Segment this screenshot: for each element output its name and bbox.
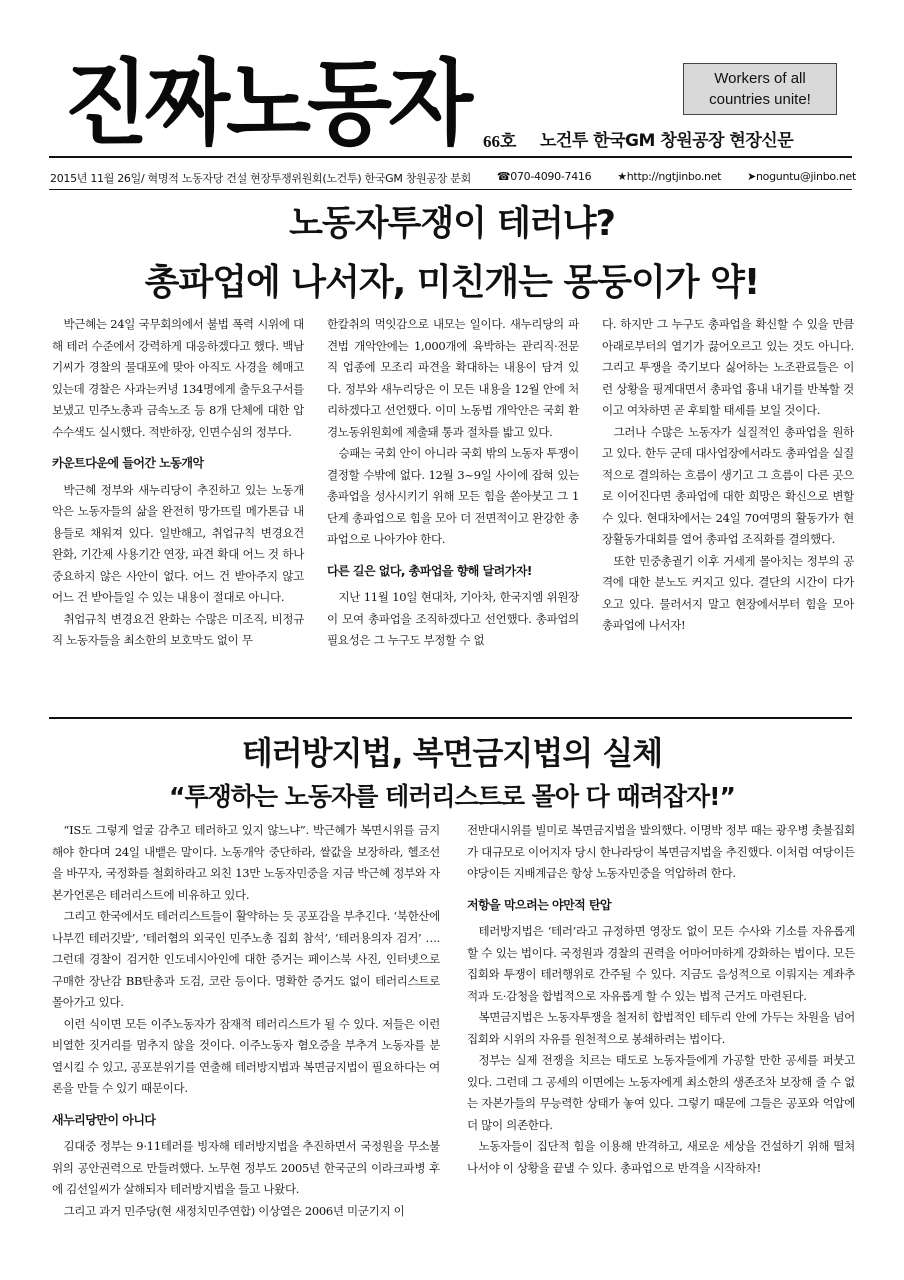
motto-box <box>683 63 837 115</box>
section-heading: 카운트다운에 들어간 노동개악 <box>52 456 204 470</box>
article1-subheadline: 총파업에 나서자, 미친개는 몽둥이가 약! <box>144 262 760 303</box>
dateline-phone: ☎070-4090-7416 <box>496 170 592 183</box>
dateline-email: ➤noguntu@jinbo.net <box>747 170 856 183</box>
article1-headline: 노동자투쟁이 테러냐? <box>289 204 615 244</box>
issue-number: 66호 <box>483 132 517 151</box>
paragraph: 승패는 국회 안이 아니라 국회 밖의 노동자 투쟁이 결정할 수밖에 없다. 12월 3~9일 사이에 잡혀 있는 총파업을 성사시키기 위해 모든 힘을 쏟아붓고 그 1단계 총파업으로 힘을 모아 더 전면적이고 완강한 총파업으로 나아가야 한다. <box>327 446 579 546</box>
paragraph: “IS도 그렇게 얼굴 감추고 테러하고 있지 않느냐”. 박근혜가 복면시위를 금지해야 한다며 24일 내뱉은 말이다. 노동개악 중단하라, 쌀값을 보장하라, 헬조선을 바꾸자, 국정화를 철회하라고 외친 13만 노동자민중을 지금 박근혜 정부와 자본가언론은 테러리스트에 비유하고 있다. <box>52 823 440 902</box>
paragraph: 박근혜 정부와 새누리당이 추진하고 있는 노동개악은 노동자들의 삶을 완전히 망가뜨릴 메가톤급 내용들로 채워져 있다. 일반해고, 취업규칙 변경요건 완화, 기간제 사용기간 연장, 파견 확대 어느 것 하나 중요하지 않은 사안이 없다. 어느 건 받아주지 않고 어느 건 받아들일 수 있는 내용이 절대로 아니다. <box>52 482 304 604</box>
section-heading: 다른 길은 없다, 총파업을 향해 달려가자! <box>327 563 532 578</box>
paragraph: 박근혜는 24일 국무회의에서 불법 폭력 시위에 대해 테러 수준에서 강력하게 대응하겠다고 했다. 백남기씨가 경찰의 물대포에 맞아 아직도 사경을 헤매고 있는데 경찰은 사과는커녕 134명에게 출두요구서를 보냈고 민주노총과 금속노조 등 8개 단체에 대한 압수수색도 실시했다. 적반하장, 인면수심의 정부다. <box>52 317 304 439</box>
article2-column-2 <box>467 820 855 1179</box>
masthead-divider <box>49 156 852 158</box>
paragraph: 한칼취의 먹잇감으로 내모는 일이다. 새누리당의 파견법 개악안에는 1,000개에 육박하는 관리직·전문직 업종에 모조리 파견을 확대하는 내용이 담겨 있다. 정부와 새누리당은 이 모든 내용을 12월 안에 처리하겠다고 선언했다. 이미 노동법 개악안은 국회 환경노동위원회에 제출돼 통과 절차를 밟고 있다. <box>327 317 579 439</box>
article1-column-1 <box>52 314 304 652</box>
article-divider <box>49 717 852 719</box>
paragraph: 전반대시위를 빌미로 복면금지법을 발의했다. 이명박 정부 때는 광우병 촛불집회가 대규모로 이어지자 당시 한나라당이 복면금지법을 추진했다. 이처럼 여당이든 야당이든 지배계급은 항상 노동자민중을 억압하려 한다. <box>467 823 855 880</box>
paragraph: 김대중 정부는 9·11테러를 빙자해 테러방지법을 추진하면서 국정원을 무소불위의 공안권력으로 만들려했다. 노무현 정부도 2005년 한국군의 이라크파병 후에 김선일씨가 살해되자 테러방지법을 들고 나왔다. <box>52 1139 440 1196</box>
paragraph: 그리고 과거 민주당(현 새정치민주연합) 이상열은 2006년 미군기지 이 <box>63 1203 405 1218</box>
paragraph: 다. 하지만 그 누구도 총파업을 확신할 수 있을 만큼 아래로부터의 열기가 끓어오르고 있는 것도 아니다. 그리고 투쟁을 죽기보다 싫어하는 노조관료들은 이런 상황을 핑계대면서 총파업 흉내 내기를 반복할 것이고 여차하면 곧 후퇴할 태세를 보일 것이다. <box>602 317 854 417</box>
section-heading: 저항을 막으려는 야만적 탄압 <box>467 897 612 912</box>
paragraph: 복면금지법은 노동자투쟁을 철저히 합법적인 테두리 안에 가두는 차원을 넘어 집회와 시위의 자유를 원천적으로 봉쇄하려는 법이다. <box>467 1010 855 1046</box>
paragraph: 지난 11월 10일 현대차, 기아차, 한국지엠 위원장이 모여 총파업을 조직하겠다고 선언했다. 총파업의 필요성은 그 누구도 부정할 수 없 <box>327 590 579 647</box>
section-heading: 새누리당만이 아니다 <box>52 1112 156 1127</box>
newspaper-subtitle: 노건투 한국GM 창원공장 현장신문 <box>540 131 794 151</box>
motto-line-1: Workers of all <box>714 70 806 87</box>
masthead-title: 진짜노동자 <box>64 49 470 158</box>
dateline-publisher: 2015년 11월 26일/ 혁명적 노동자당 건설 현장투쟁위원회(노건투) 한국GM 창원공장 분회 <box>50 172 471 185</box>
dateline-divider <box>49 189 852 190</box>
dateline <box>50 170 856 186</box>
paragraph: 또한 민중총궐기 이후 거세게 몰아치는 정부의 공격에 대한 분노도 커지고 있다. 결단의 시간이 다가오고 있다. 물러서지 말고 현장에서부터 힘을 모아 총파업에 나서자! <box>602 553 854 632</box>
article1-column-2 <box>327 314 579 652</box>
article2-column-1 <box>52 820 440 1222</box>
paragraph: 노동자들이 집단적 힘을 이용해 반격하고, 새로운 세상을 건설하기 위해 떨쳐나서야 이 상황을 끝낼 수 있다. 총파업으로 반격을 시작하자! <box>467 1139 855 1175</box>
motto-line-2: countries unite! <box>709 91 811 108</box>
paragraph: 취업규칙 변경요건 완화는 수많은 미조직, 비정규직 노동자들을 최소한의 보호막도 없이 무 <box>52 611 304 647</box>
paragraph: 그러나 수많은 노동자가 실질적인 총파업을 원하고 있다. 한두 군데 대사업장에서라도 총파업을 실질적으로 결의하는 흐름이 생기고 그 흐름이 다른 곳으로 이어진다면 총파업에 대한 희망은 확신으로 변할 수 있다. 현대차에서는 24일 70여명의 활동가가 현장활동가대회를 열어 총파업 조직화를 결의했다. <box>602 424 854 546</box>
article2-subheadline: “투쟁하는 노동자를 테러리스트로 몰아 다 때려잡자!” <box>169 782 735 811</box>
article2-headline: 테러방지법, 복면금지법의 실체 <box>241 734 663 772</box>
paragraph: 그리고 한국에서도 테러리스트들이 활약하는 듯 공포감을 부추긴다. ‘북한산에 나부낀 테러깃발’, ‘테러혐의 외국인 민주노총 집회 참석’, ‘테러용의자 검거’ …. 그런데 경찰이 검거한 인도네시아인에 대한 증거는 페이스북 사진, 인터넷으로 구매한 장난감 BB탄총과 도검, 코란 등이다. 명확한 증거도 없이 테러리스트로 몰아가고 있다. <box>52 909 440 1009</box>
paragraph: 테러방지법은 ‘테러’라고 규정하면 영장도 없이 모든 수사와 기소를 자유롭게 할 수 있는 법이다. 국정원과 경찰의 권력을 어마어마하게 강화하는 법이다. 모든 집회와 투쟁이 테러행위로 간주될 수 있다. 지금도 음성적으로 이뤄지는 계좌추적과 도·감청을 합법적으로 자유롭게 할 수 있는 법적 근거도 마련된다. <box>467 924 855 1003</box>
paragraph: 이런 식이면 모든 이주노동자가 잠재적 테러리스트가 될 수 있다. 저들은 이런 비열한 짓거리를 멈추지 않을 것이다. 이주노동자 혐오증을 부추겨 노동자를 분열시킬 수 있고, 공포분위기를 연출해 테러방지법과 복면금지법이 필요하다는 여론을 만들 수 있기 때문이다. <box>52 1016 440 1095</box>
dateline-website: ★http://ngtjinbo.net <box>617 170 722 183</box>
article1-column-3 <box>602 314 854 637</box>
paragraph: 정부는 실제 전쟁을 치르는 태도로 노동자들에게 가공할 만한 공세를 퍼붓고 있다. 그런데 그 공세의 이면에는 노동자에게 최소한의 생존조차 보장해 줄 수 없는 자본가들의 무능력한 상태가 놓여 있다. 그렇기 때문에 그들은 공포와 억압에 더 많이 의존한다. <box>467 1053 855 1132</box>
